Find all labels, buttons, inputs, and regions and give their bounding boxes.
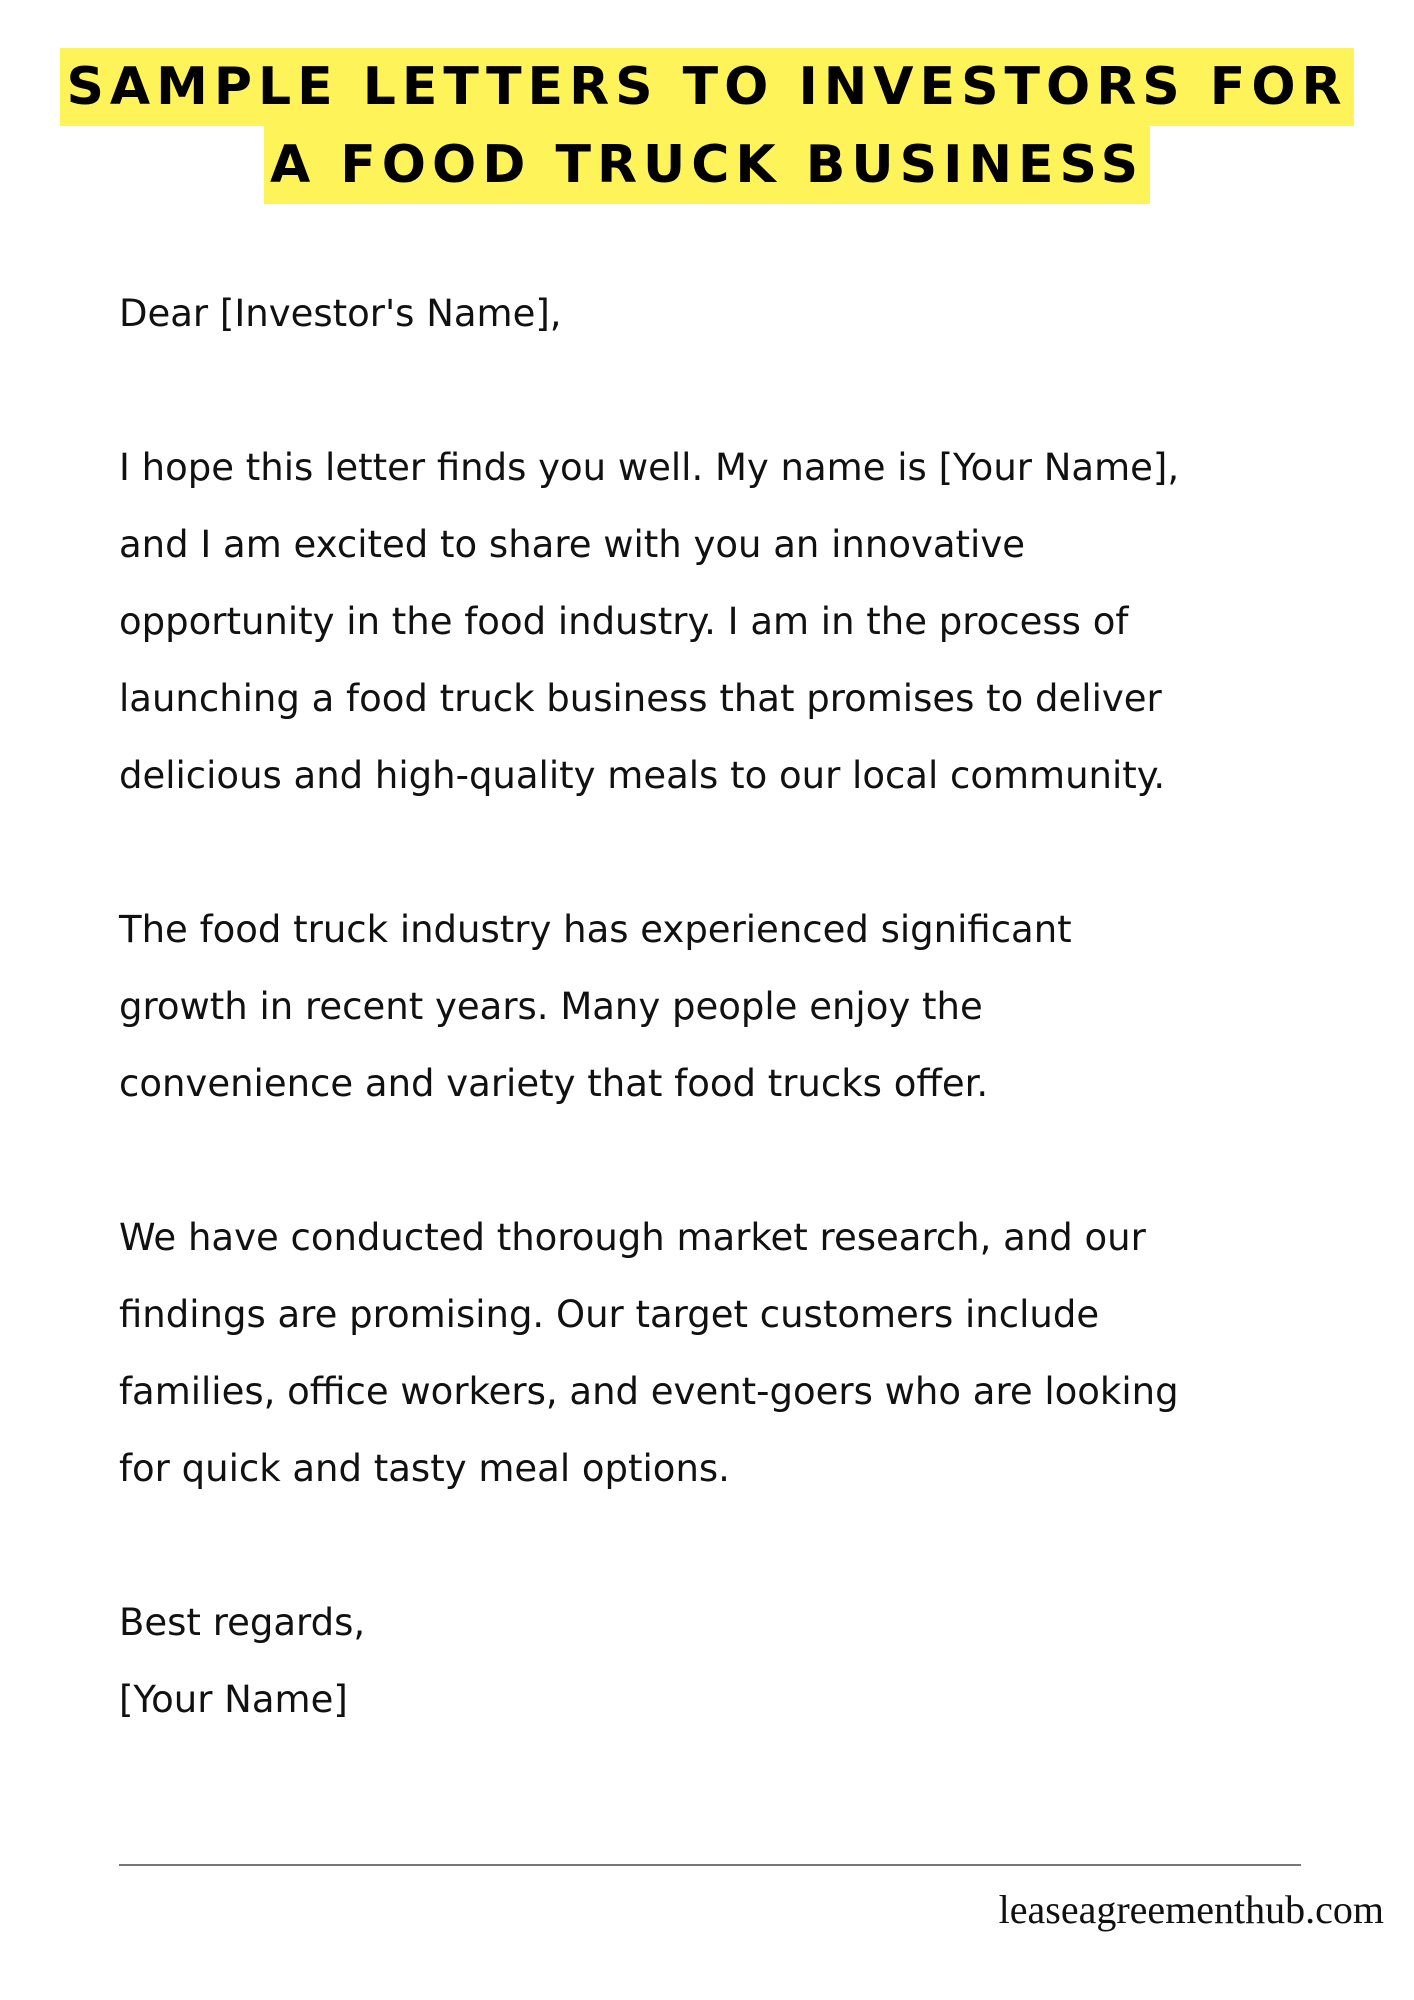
- paragraph-gap: [119, 1122, 1359, 1199]
- brand-wordmark: leaseagreementhub.com: [998, 1887, 1384, 1932]
- letter-body: [119, 275, 1359, 1738]
- signature: [Your Name]: [119, 1678, 348, 1721]
- salutation: Dear [Investor's Name],: [119, 292, 562, 335]
- paragraph-1: [119, 429, 1359, 814]
- document-title: [0, 48, 1414, 204]
- paragraph-line: for quick and tasty meal options.: [119, 1447, 730, 1490]
- paragraph-gap: [119, 1507, 1359, 1584]
- title-line-2: A FOOD TRUCK BUSINESS: [264, 126, 1150, 204]
- paragraph-line: launching a food truck business that promises to deliver: [119, 677, 1162, 720]
- closing: Best regards,: [119, 1601, 366, 1644]
- paragraph-gap: [119, 814, 1359, 891]
- paragraph-line: convenience and variety that food trucks offer.: [119, 1062, 989, 1105]
- paragraph-line: I hope this letter finds you well. My name is [Your Name],: [119, 446, 1180, 489]
- paragraph-line: growth in recent years. Many people enjoy the: [119, 985, 983, 1028]
- paragraph-line: families, office workers, and event-goers who are looking: [119, 1370, 1179, 1413]
- paragraph-line: delicious and high-quality meals to our local community.: [119, 754, 1166, 797]
- paragraph-line: The food truck industry has experienced significant: [119, 908, 1072, 951]
- paragraph-line: We have conducted thorough market research, and our: [119, 1216, 1146, 1259]
- paragraph-line: opportunity in the food industry. I am in the process of: [119, 600, 1129, 643]
- footer-divider: [119, 1864, 1301, 1866]
- paragraph-gap: [119, 352, 1359, 429]
- title-line-1: SAMPLE LETTERS TO INVESTORS FOR: [60, 48, 1353, 126]
- paragraph-line: findings are promising. Our target customers include: [119, 1293, 1100, 1336]
- paragraph-2: [119, 891, 1359, 1122]
- paragraph-line: and I am excited to share with you an innovative: [119, 523, 1025, 566]
- paragraph-3: [119, 1199, 1359, 1507]
